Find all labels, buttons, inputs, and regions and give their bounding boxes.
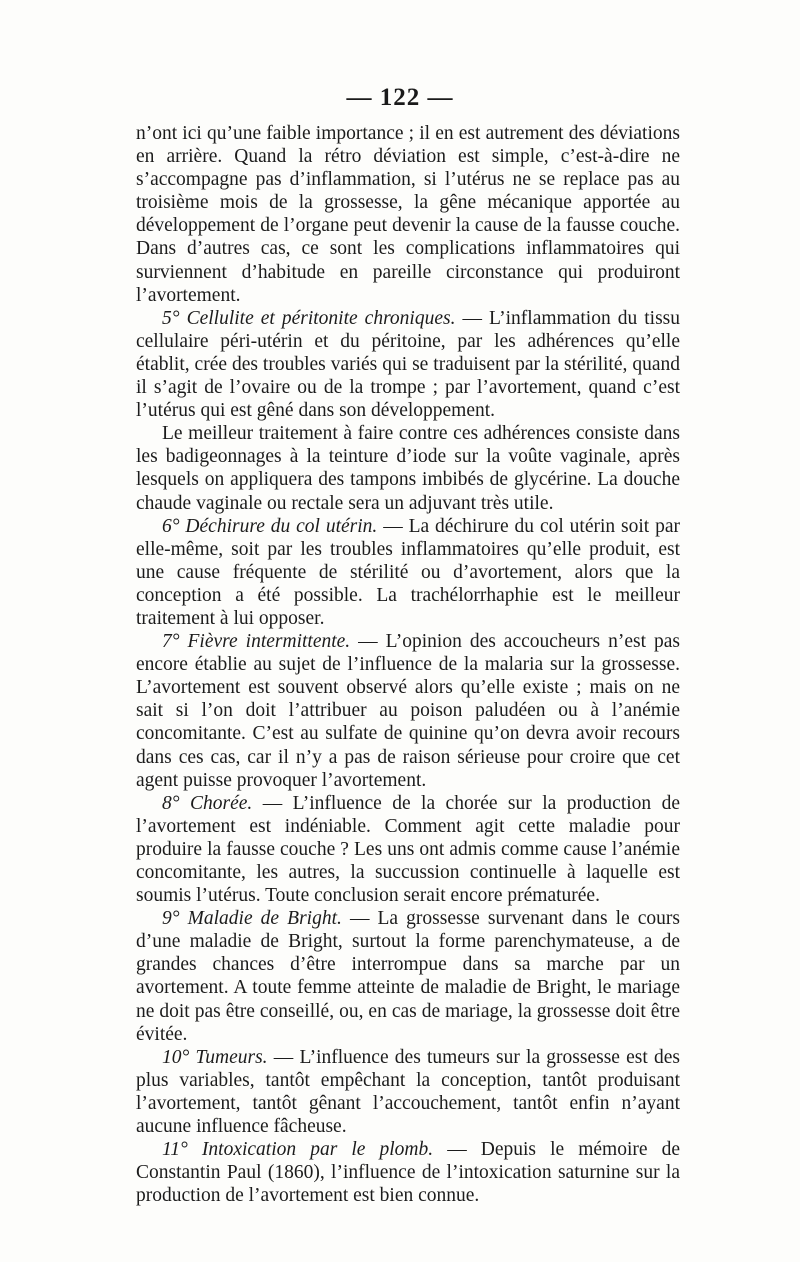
paragraph-tumeurs <box>136 1046 680 1138</box>
paragraph-choree <box>136 792 680 907</box>
paragraph-text: — L’influence de la chorée sur la production de l’avortement est indéniable. Comment agit cette maladie pour produire la fausse couche ? Les uns ont admis comme cause l’anémie concomitante, les autres, la succussion continuelle à laquelle est soumis l’utérus. Toute conclusion serait encore prématurée. <box>136 792 681 907</box>
section-heading: 11° Intoxication par le plomb. <box>162 1139 434 1161</box>
section-heading: 6° Déchirure du col utérin. <box>162 515 378 537</box>
paragraph-text: — L’opinion des accoucheurs n’est pas encore établie au sujet de l’influence de la malaria sur la grossesse. L’avortement est souvent observé alors qu’elle existe ; mais on ne sait si l’on doit l’attribuer au poison paludéen ou à l’anémie concomitante. C’est au sulfate de quinine qu’on devra avoir recours dans ces cas, car il n’y a pas de raison sérieuse pour croire que cet agent puisse provoquer l’avortement. <box>136 631 680 791</box>
paragraph-intro <box>136 122 680 307</box>
page-number: — 122 — <box>346 84 454 111</box>
paragraph-fievre <box>136 630 680 792</box>
paragraph-plomb <box>136 1138 680 1207</box>
section-heading: 7° Fièvre intermittente. <box>162 631 351 653</box>
paragraph-text: — L’inflammation du tissu cellulaire péri-utérin et du péritoine, par les adhérences qu’elle établit, crée des troubles variés qui se traduisent par la stérilité, quand il s’agit de l’ovaire ou de la trompe ; par l’avortement, quand c’est l’utérus qui est gêné dans son développement. <box>136 307 680 422</box>
paragraph-text: Le meilleur traitement à faire contre ces adhérences consiste dans les badigeonnages à la teinture d’iode sur la voûte vaginale, après lesquels on appliquera des tampons imbibés de glycérine. La douche chaude vaginale ou rectale sera un adjuvant très utile. <box>136 423 680 514</box>
paragraph-text: — L’influence des tumeurs sur la grossesse est des plus variables, tantôt empêchant la conception, tantôt produisant l’avortement, tantôt gênant l’accouchement, tantôt enfin n’ayant aucune influence fâcheuse. <box>136 1046 681 1138</box>
paragraph-treatment <box>136 422 680 514</box>
paragraph-text: n’ont ici qu’une faible importance ; il en est autrement des déviations en arrière. Quand la rétro déviation est simple, c’est-à-dire ne s’accompagne pas d’inflammation, si l’utérus ne se replace pas au troisième mois de la grossesse, la gêne mécanique apportée au développement de l’organe peut devenir la cause de la fausse couche. Dans d’autres cas, ce sont les complications inflammatoires qui surviennent d’habitude en pareille circonstance qui produiront l’avortement. <box>136 123 680 306</box>
body-text <box>136 122 680 1207</box>
paragraph-text: — La déchirure du col utérin soit par elle-même, soit par les troubles inflammatoires qu’elle produit, est une cause fréquente de stérilité ou d’avortement, alors que la conception a été possible. La trachélorrhaphie est le meilleur traitement à lui opposer. <box>136 515 680 629</box>
section-heading: 9° Maladie de Bright. <box>162 908 342 930</box>
section-heading: 8° Chorée. <box>162 792 253 814</box>
section-heading: 5° Cellulite et péritonite chroniques. <box>162 307 456 329</box>
paragraph-bright <box>136 907 680 1046</box>
paragraph-text: — La grossesse survenant dans le cours d’une maladie de Bright, surtout la forme parenchymateuse, a de grandes chances d’être interrompue dans sa marche par un avortement. A toute femme atteinte de maladie de Bright, le mariage ne doit pas être conseillé, ou, en cas de mariage, la grossesse doit être évitée. <box>136 908 680 1045</box>
paragraph-dechirure <box>136 515 680 630</box>
paragraph-text: — Depuis le mémoire de Constantin Paul (1860), l’influence de l’intoxication saturnine sur la production de l’avortement est bien connue. <box>136 1139 680 1207</box>
paragraph-cellulite <box>136 307 680 422</box>
section-heading: 10° Tumeurs. <box>162 1046 268 1068</box>
